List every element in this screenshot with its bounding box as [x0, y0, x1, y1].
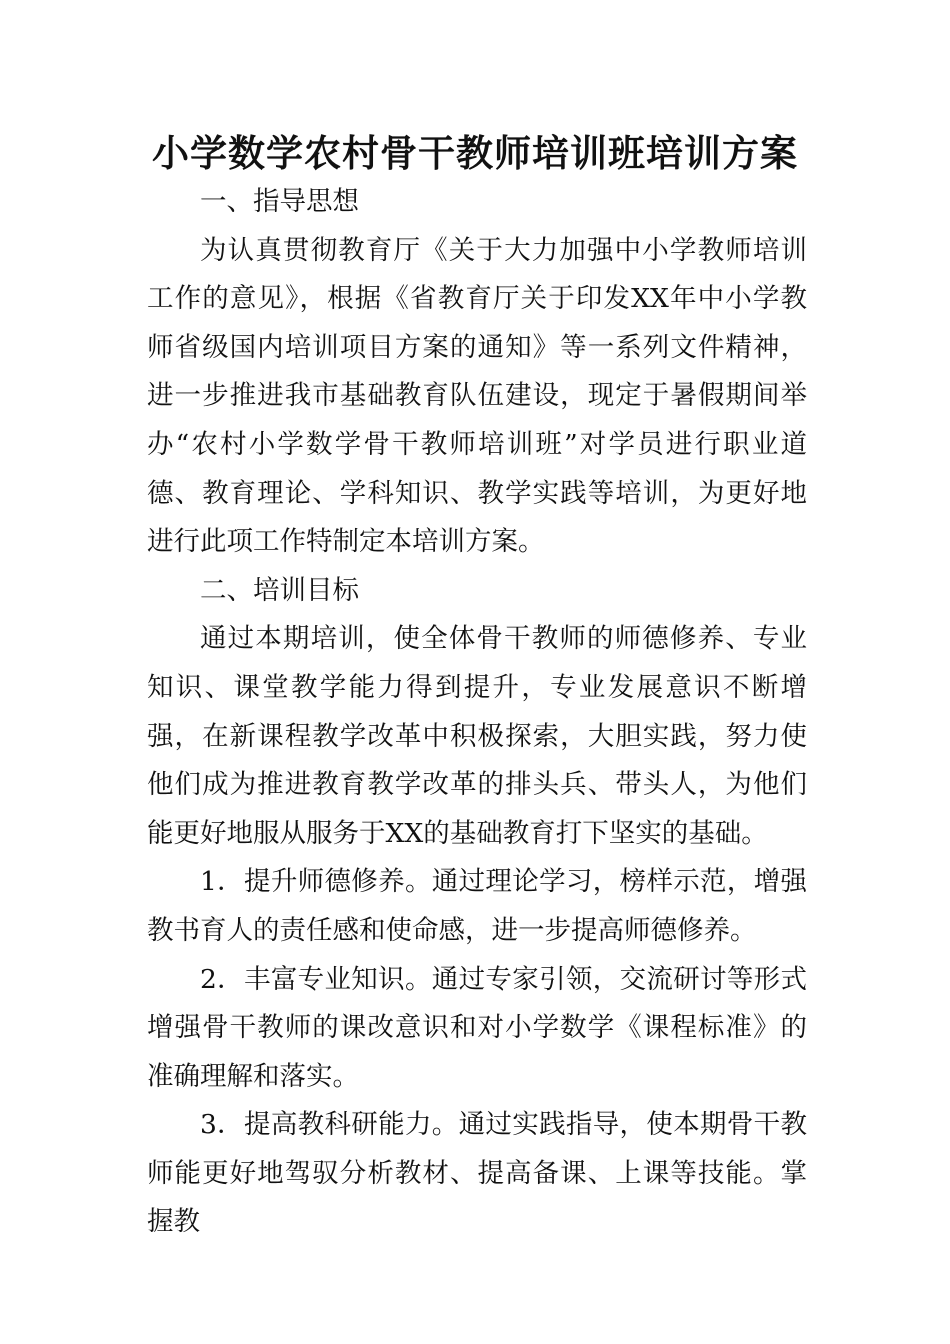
- section-heading-guiding-ideology: 一、指导思想: [200, 186, 359, 217]
- paragraph-guiding-ideology: 为认真贯彻教育厅《关于大力加强中小学教师培训工作的意见》，根据《省教育厅关于印发XX年中小学教师省级国内培训项目方案的通知》等一系列文件精神，进一步推进我市基础教育队伍建设，现定于暑假期间举办“农村小学数学骨干教师培训班”对学员进行职业道德、教育理论、学科知识、教学实践等培训，为更好地进行此项工作特制定本培训方案。: [147, 234, 807, 558]
- section-heading-training-goals: 二、培训目标: [200, 574, 359, 606]
- paragraph-goal-2: 2．丰富专业知识。通过专家引领，交流研讨等形式增强骨干教师的课改意识和对小学数学《课程标准》的准确理解和落实。: [147, 963, 807, 1092]
- document-title: 小学数学农村骨干教师培训班培训方案: [152, 131, 798, 175]
- document-body: [147, 178, 807, 1247]
- paragraph-goal-1: 1．提升师德修养。通过理论学习，榜样示范，增强教书育人的责任感和使命感，进一步提高师德修养。: [147, 866, 807, 946]
- paragraph-goal-3: 3．提高教科研能力。通过实践指导，使本期骨干教师能更好地驾驭分析教材、提高备课、上课等技能。掌握教: [147, 1109, 807, 1238]
- paragraph-training-goals: 通过本期培训，使全体骨干教师的师德修养、专业知识、课堂教学能力得到提升，专业发展意识不断增强，在新课程教学改革中积极探索，大胆实践，努力使他们成为推进教育教学改革的排头兵、带头人，为他们能更好地服从服务于XX的基础教育打下坚实的基础。: [147, 623, 807, 849]
